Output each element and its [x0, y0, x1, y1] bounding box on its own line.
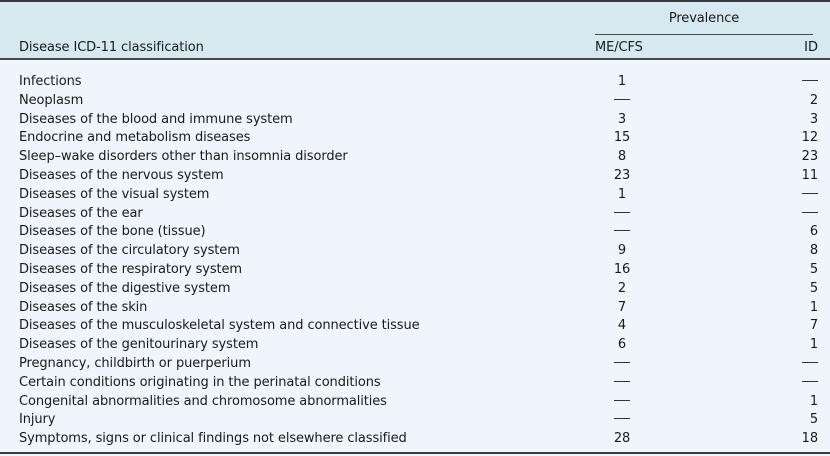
mecfs-value-cell: 15: [613, 130, 631, 146]
disease-name-cell: Diseases of the circulatory system: [19, 243, 240, 259]
disease-name-cell: Diseases of the blood and immune system: [19, 111, 293, 127]
em-dash-none-indicator: [802, 193, 818, 194]
table-row: [0, 205, 830, 224]
id-value-cell: 23: [801, 149, 818, 165]
mecfs-value-cell: 7: [617, 299, 627, 315]
mecfs-value-cell: [605, 355, 639, 373]
id-value-cell: [778, 186, 818, 204]
disease-name-cell: Diseases of the respiratory system: [19, 261, 242, 277]
id-value-cell: 6: [809, 224, 818, 240]
id-value-cell: 5: [809, 261, 818, 277]
mecfs-value-cell: 28: [613, 431, 631, 447]
table-row: [0, 148, 830, 167]
mecfs-value-cell: [605, 374, 639, 392]
em-dash-none-indicator: [614, 99, 630, 100]
disease-name-cell: Neoplasm: [19, 92, 84, 108]
em-dash-none-indicator: [802, 362, 818, 363]
em-dash-none-indicator: [614, 230, 630, 231]
disease-name-cell: Injury: [19, 412, 56, 428]
mecfs-value-cell: 4: [617, 318, 627, 334]
id-value-cell: 11: [801, 167, 818, 183]
table-row: [0, 92, 830, 111]
em-dash-none-indicator: [614, 362, 630, 363]
disease-name-cell: Pregnancy, childbirth or puerperium: [19, 355, 251, 371]
disease-name-cell: Congenital abnormalities and chromosome abnormalities: [19, 393, 387, 409]
prevalence-group-header: Prevalence: [668, 11, 740, 26]
disease-name-cell: Sleep–wake disorders other than insomnia disorder: [19, 149, 348, 165]
id-value-cell: 18: [801, 431, 818, 447]
id-value-cell: 5: [809, 280, 818, 296]
disease-name-cell: Diseases of the nervous system: [19, 167, 224, 183]
table-row: [0, 242, 830, 261]
em-dash-none-indicator: [802, 80, 818, 81]
id-value-cell: 8: [809, 243, 818, 259]
id-value-cell: 5: [809, 412, 818, 428]
table-body: [0, 73, 830, 449]
disease-name-cell: Diseases of the visual system: [19, 186, 210, 202]
table-row: [0, 261, 830, 280]
disease-name-cell: Diseases of the bone (tissue): [19, 224, 206, 240]
mecfs-value-cell: 1: [617, 74, 627, 89]
id-value-cell: 12: [801, 130, 818, 146]
em-dash-none-indicator: [614, 418, 630, 419]
column-header-id: ID: [804, 40, 818, 55]
mecfs-value-cell: [605, 411, 639, 429]
column-header-disease: Disease ICD-11 classification: [19, 40, 204, 55]
table-row: [0, 355, 830, 374]
disease-name-cell: Diseases of the musculoskeletal system and connective tissue: [19, 318, 420, 334]
table-row: [0, 280, 830, 299]
id-value-cell: 3: [809, 111, 818, 127]
mecfs-value-cell: 2: [617, 280, 627, 296]
table-bottom-rule: [0, 452, 830, 454]
disease-name-cell: Diseases of the digestive system: [19, 280, 231, 296]
mecfs-value-cell: [605, 393, 639, 411]
table-row: [0, 393, 830, 412]
table-row: [0, 186, 830, 205]
mecfs-value-cell: [605, 205, 639, 223]
em-dash-none-indicator: [614, 381, 630, 382]
disease-name-cell: Diseases of the genitourinary system: [19, 337, 259, 353]
table-row: [0, 299, 830, 318]
table-row: [0, 73, 830, 92]
disease-name-cell: Endocrine and metabolism diseases: [19, 130, 251, 146]
id-value-cell: [778, 205, 818, 223]
table-row: [0, 167, 830, 186]
disease-name-cell: Symptoms, signs or clinical findings not elsewhere classified: [19, 431, 407, 447]
disease-name-cell: Infections: [19, 74, 82, 89]
id-value-cell: [778, 374, 818, 392]
table-row: [0, 411, 830, 430]
em-dash-none-indicator: [802, 381, 818, 382]
table-row: [0, 223, 830, 242]
em-dash-none-indicator: [802, 212, 818, 213]
table-row: [0, 336, 830, 355]
id-value-cell: 2: [809, 92, 818, 108]
id-value-cell: [778, 355, 818, 373]
mecfs-value-cell: 23: [613, 167, 631, 183]
table-header: [0, 0, 830, 60]
mecfs-value-cell: [605, 223, 639, 241]
mecfs-value-cell: 16: [613, 261, 631, 277]
prevalence-group-rule: [595, 34, 813, 35]
mecfs-value-cell: 3: [617, 111, 627, 127]
id-value-cell: [778, 73, 818, 91]
mecfs-value-cell: 8: [617, 149, 627, 165]
id-value-cell: 1: [809, 299, 818, 315]
id-value-cell: 1: [809, 337, 818, 353]
column-header-mecfs: ME/CFS: [595, 40, 643, 55]
em-dash-none-indicator: [614, 212, 630, 213]
table-row: [0, 129, 830, 148]
table-row: [0, 317, 830, 336]
mecfs-value-cell: 9: [617, 243, 627, 259]
id-value-cell: 7: [809, 318, 818, 334]
disease-name-cell: Diseases of the ear: [19, 205, 143, 221]
em-dash-none-indicator: [614, 400, 630, 401]
table-row: [0, 430, 830, 449]
table-row: [0, 374, 830, 393]
mecfs-value-cell: 6: [617, 337, 627, 353]
table-row: [0, 111, 830, 130]
disease-name-cell: Certain conditions originating in the perinatal conditions: [19, 374, 381, 390]
mecfs-value-cell: 1: [617, 186, 627, 202]
disease-name-cell: Diseases of the skin: [19, 299, 148, 315]
id-value-cell: 1: [809, 393, 818, 409]
mecfs-value-cell: [605, 92, 639, 110]
